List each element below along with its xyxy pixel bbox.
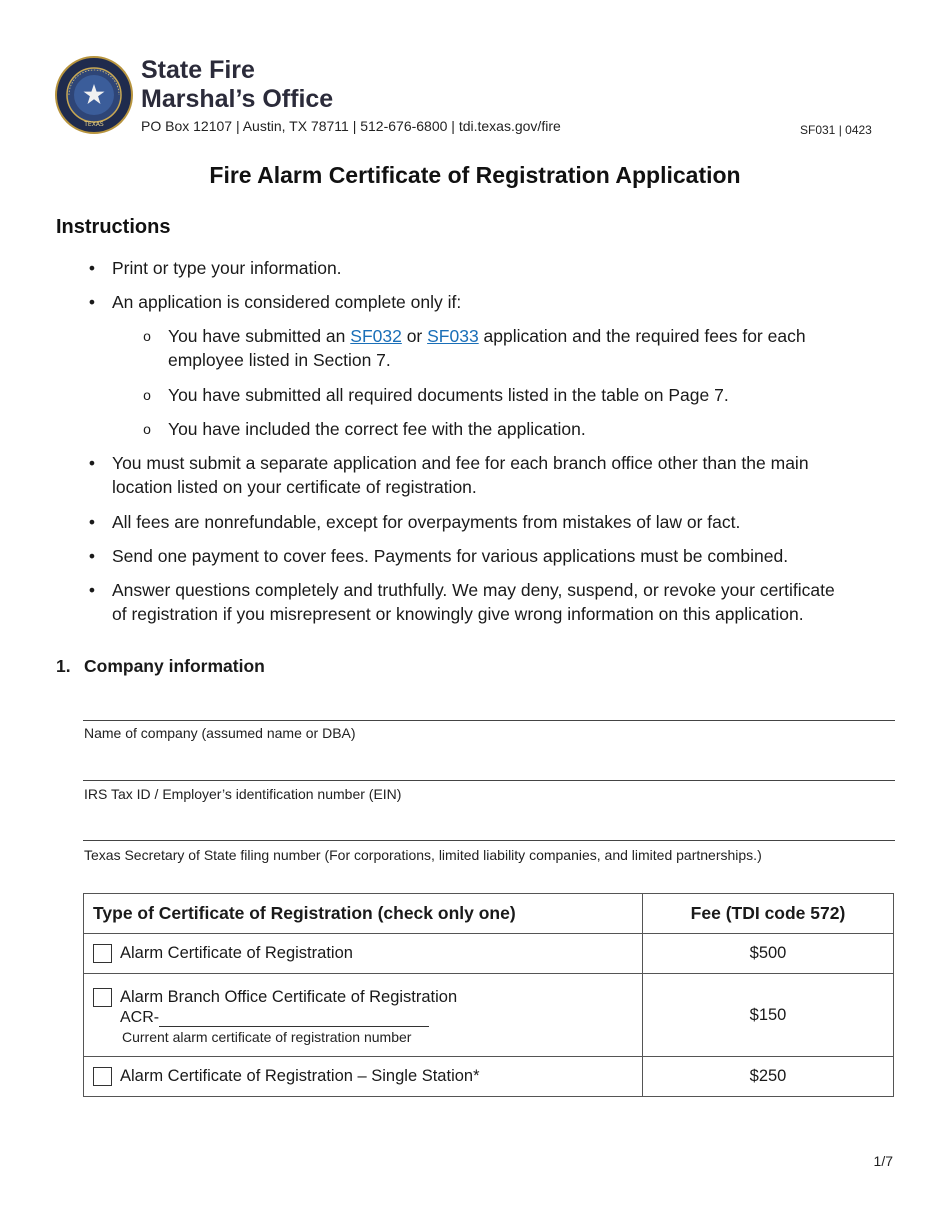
state-fire-marshal-seal <box>55 56 133 134</box>
certificate-type-table <box>83 893 894 1097</box>
instruction-subitem: o You have submitted an SF032 or SF033 application and the required fees for each employee listed in Section 7. <box>168 324 806 372</box>
form-code: SF031 | 0423 <box>800 123 872 137</box>
section-title: Company information <box>84 656 265 676</box>
sos-filing-number-input[interactable] <box>83 840 895 841</box>
instruction-subitem: o You have submitted all required documents listed in the table on Page 7. <box>168 383 729 407</box>
alarm-cor-checkbox[interactable] <box>93 944 112 963</box>
svg-text:TEXAS: TEXAS <box>84 121 104 128</box>
ein-input[interactable] <box>83 780 895 781</box>
agency-name <box>141 56 333 114</box>
company-name-label: Name of company (assumed name or DBA) <box>84 725 356 741</box>
fee-header: Fee (TDI code 572) <box>643 894 894 934</box>
page-number: 1/7 <box>873 1153 893 1169</box>
ein-label: IRS Tax ID / Employer’s identification number (EIN) <box>84 786 402 802</box>
instruction-item: • Print or type your information. <box>112 256 342 280</box>
acr-prefix: ACR- <box>120 1008 160 1026</box>
circle-bullet-icon: o <box>143 387 151 403</box>
agency-contact: PO Box 12107 | Austin, TX 78711 | 512-676-6800 | tdi.texas.gov/fire <box>141 118 561 134</box>
instruction-subitem: o You have included the correct fee with the application. <box>168 417 586 441</box>
section-number: 1. <box>56 656 71 676</box>
agency-name-line2: Marshal’s Office <box>141 85 334 113</box>
instruction-item: • You must submit a separate application and fee for each branch office other than the main location listed on your certificate of registration. <box>112 451 809 499</box>
company-name-input[interactable] <box>83 720 895 721</box>
acr-caption: Current alarm certificate of registration number <box>122 1028 412 1045</box>
table-header-row <box>84 894 894 934</box>
fee-value: $150 <box>643 974 894 1057</box>
instruction-item: • All fees are nonrefundable, except for overpayments from mistakes of law or fact. <box>112 510 740 534</box>
bullet-icon: • <box>88 292 96 312</box>
acr-number-input[interactable] <box>159 1010 429 1027</box>
instruction-item: • Answer questions completely and truthfully. We may deny, suspend, or revoke your certificate of registration if you misrepresent or knowingly give wrong information on this application. <box>112 578 835 626</box>
sf032-link[interactable]: SF032 <box>350 326 402 346</box>
bullet-icon: • <box>88 546 96 566</box>
bullet-icon: • <box>88 258 96 278</box>
bullet-icon: • <box>88 580 96 600</box>
fee-value: $250 <box>643 1057 894 1097</box>
circle-bullet-icon: o <box>143 421 151 437</box>
table-row <box>84 974 894 1057</box>
sf033-link[interactable]: SF033 <box>427 326 479 346</box>
agency-name-line1: State Fire <box>141 56 255 84</box>
instruction-item: • Send one payment to cover fees. Payments for various applications must be combined. <box>112 544 788 568</box>
bullet-icon: • <box>88 512 96 532</box>
bullet-icon: • <box>88 453 96 473</box>
fee-value: $500 <box>643 934 894 974</box>
instructions-heading: Instructions <box>56 216 171 238</box>
circle-bullet-icon: o <box>143 328 151 344</box>
option-label: Alarm Branch Office Certificate of Registration <box>120 987 458 1006</box>
document-title: Fire Alarm Certificate of Registration Application <box>209 162 741 188</box>
option-label: Alarm Certificate of Registration – Single Station* <box>120 1067 480 1085</box>
single-station-cor-checkbox[interactable] <box>93 1067 112 1086</box>
table-row <box>84 934 894 974</box>
branch-office-cor-checkbox[interactable] <box>93 988 112 1007</box>
sos-filing-number-label: Texas Secretary of State filing number (For corporations, limited liability companies, and limited partnerships.) <box>84 847 762 863</box>
option-label: Alarm Certificate of Registration <box>120 944 353 962</box>
certificate-type-header: Type of Certificate of Registration (check only one) <box>84 894 643 934</box>
table-row <box>84 1057 894 1097</box>
instruction-item: • An application is considered complete only if: <box>112 290 461 314</box>
